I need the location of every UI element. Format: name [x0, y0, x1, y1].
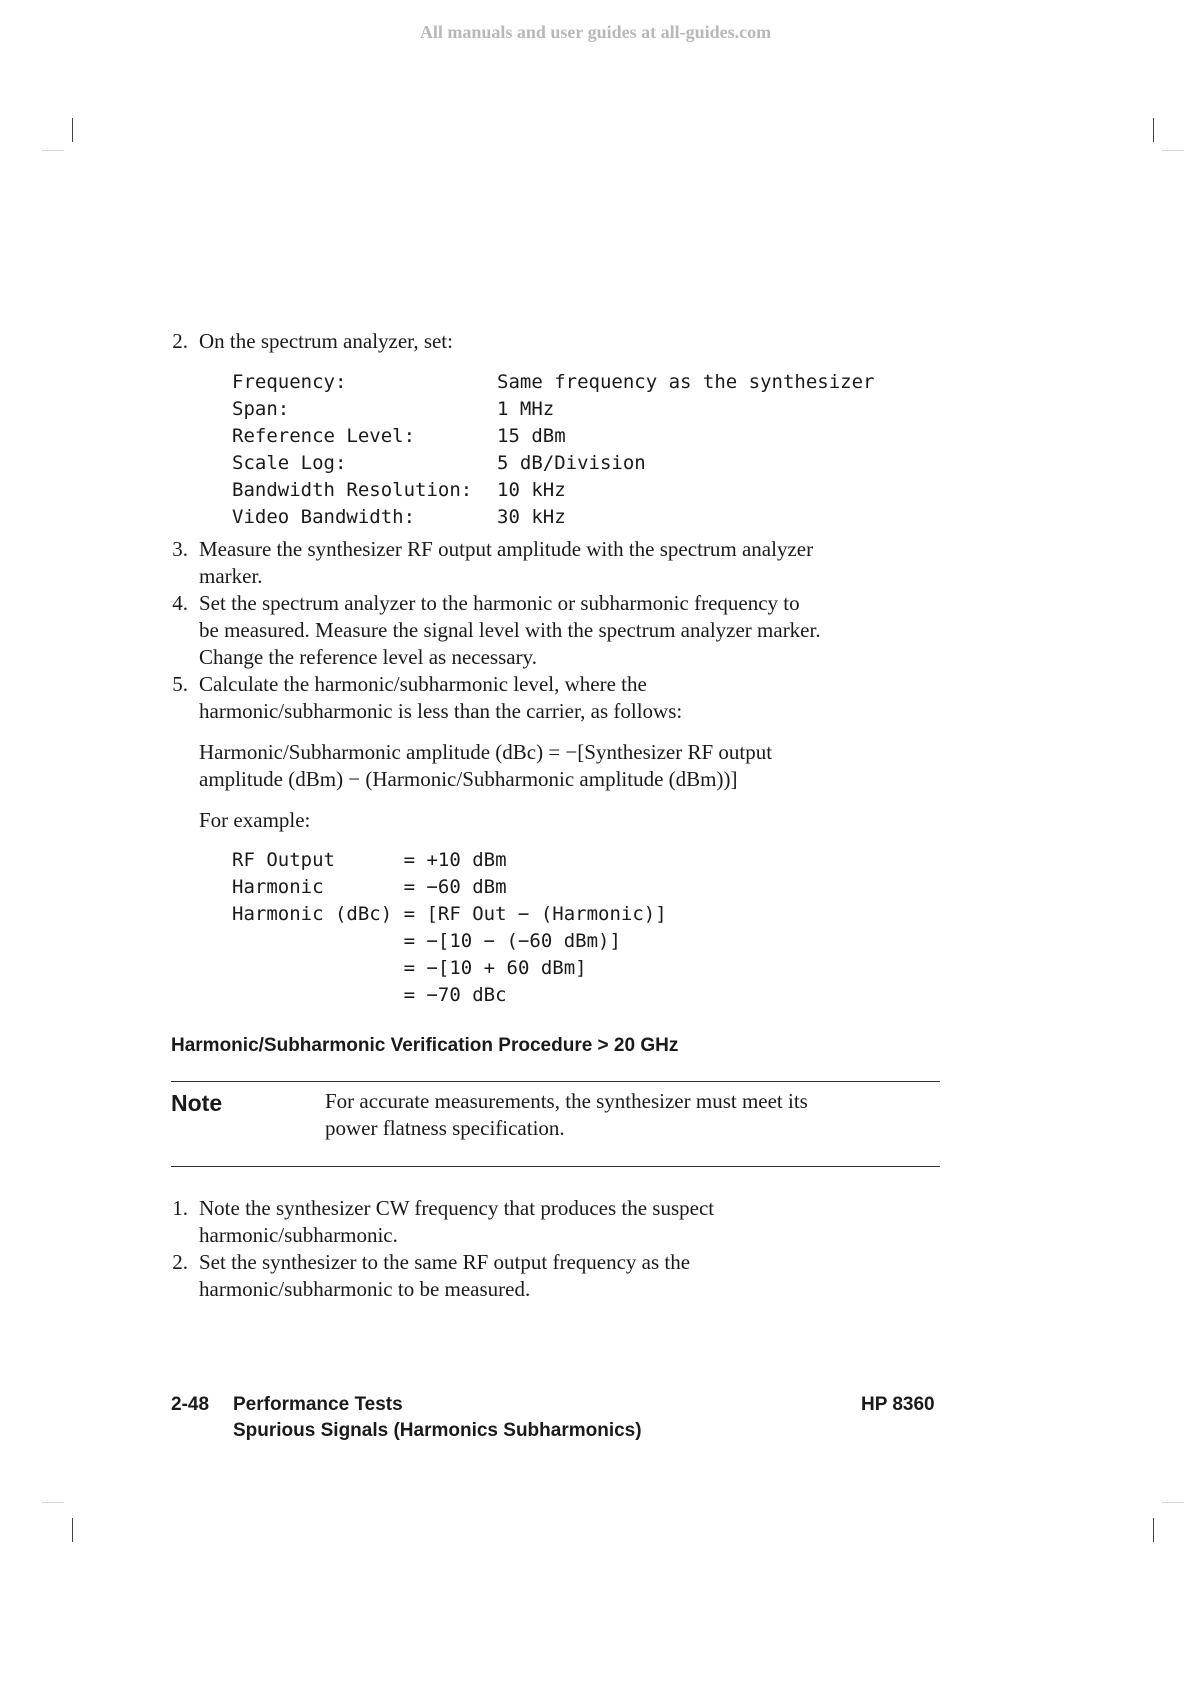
setting-value: Same frequency as the synthesizer — [497, 371, 875, 393]
crop-mark-bottom-left — [72, 1518, 73, 1542]
formula-line: Harmonic/Subharmonic amplitude (dBc) = −[Synthesizer RF output — [199, 740, 773, 764]
crop-tick-top-left — [42, 150, 64, 151]
step-5-number: 5. — [172, 672, 188, 696]
example-line: = −[10 + 60 dBm] — [232, 957, 587, 979]
crop-tick-bottom-right — [1162, 1502, 1184, 1503]
step-3-line: marker. — [199, 564, 263, 588]
step-2-number: 2. — [172, 329, 188, 353]
footer-page-number: 2-48 — [171, 1394, 210, 1415]
crop-mark-top-left — [72, 118, 73, 142]
proc-step-1-line: Note the synthesizer CW frequency that produces the suspect — [199, 1196, 715, 1220]
footer-chapter: Performance Tests — [233, 1394, 403, 1415]
step-3-number: 3. — [172, 537, 188, 561]
example-line: = −70 dBc — [232, 984, 507, 1006]
footer-section: Spurious Signals (Harmonics Subharmonics) — [233, 1420, 642, 1441]
step-4-number: 4. — [172, 591, 188, 615]
example-line: RF Output = +10 dBm — [232, 849, 507, 871]
setting-value: 15 dBm — [497, 425, 566, 447]
setting-label: Bandwidth Resolution: — [232, 479, 473, 501]
example-intro: For example: — [199, 808, 311, 832]
example-line: = −[10 − (−60 dBm)] — [232, 930, 621, 952]
setting-value: 1 MHz — [497, 398, 555, 420]
setting-value: 5 dB/Division — [497, 452, 646, 474]
setting-label: Scale Log: — [232, 452, 347, 474]
example-line: Harmonic = −60 dBm — [232, 876, 507, 898]
setting-label: Reference Level: — [232, 425, 416, 447]
crop-mark-bottom-right — [1153, 1518, 1154, 1542]
proc-step-1-line: harmonic/subharmonic. — [199, 1223, 398, 1247]
note-line: For accurate measurements, the synthesizer must meet its — [325, 1089, 808, 1113]
note-line: power flatness specification. — [325, 1116, 565, 1140]
crop-mark-top-right — [1153, 118, 1154, 142]
proc-step-2-line: Set the synthesizer to the same RF output frequency as the — [199, 1250, 691, 1274]
setting-label: Span: — [232, 398, 290, 420]
section-heading: Harmonic/Subharmonic Verification Procedure > 20 GHz — [171, 1035, 679, 1056]
step-4-line: Set the spectrum analyzer to the harmonic or subharmonic frequency to — [199, 591, 800, 615]
proc-step-1-number: 1. — [172, 1196, 188, 1220]
step-4-line: Change the reference level as necessary. — [199, 645, 537, 669]
step-5-line: Calculate the harmonic/subharmonic level, where the — [199, 672, 647, 696]
proc-step-2-number: 2. — [172, 1250, 188, 1274]
proc-step-2-line: harmonic/subharmonic to be measured. — [199, 1277, 531, 1301]
setting-value: 30 kHz — [497, 506, 566, 528]
step-3-line: Measure the synthesizer RF output amplitude with the spectrum analyzer — [199, 537, 814, 561]
step-4-line: be measured. Measure the signal level with the spectrum analyzer marker. — [199, 618, 821, 642]
watermark: All manuals and user guides at all-guides.com — [419, 22, 772, 42]
step-5-line: harmonic/subharmonic is less than the carrier, as follows: — [199, 699, 683, 723]
crop-tick-top-right — [1162, 150, 1184, 151]
note-bottom-rule — [171, 1166, 940, 1167]
setting-value: 10 kHz — [497, 479, 566, 501]
note-top-rule — [171, 1081, 940, 1082]
formula-line: amplitude (dBm) − (Harmonic/Subharmonic amplitude (dBm))] — [199, 767, 738, 791]
setting-label: Video Bandwidth: — [232, 506, 416, 528]
setting-label: Frequency: — [232, 371, 347, 393]
crop-tick-bottom-left — [42, 1502, 64, 1503]
footer-model: HP 8360 — [861, 1394, 935, 1415]
example-line: Harmonic (dBc) = [RF Out − (Harmonic)] — [232, 903, 667, 925]
note-label: Note — [171, 1090, 223, 1116]
step-2-text: On the spectrum analyzer, set: — [199, 329, 453, 353]
